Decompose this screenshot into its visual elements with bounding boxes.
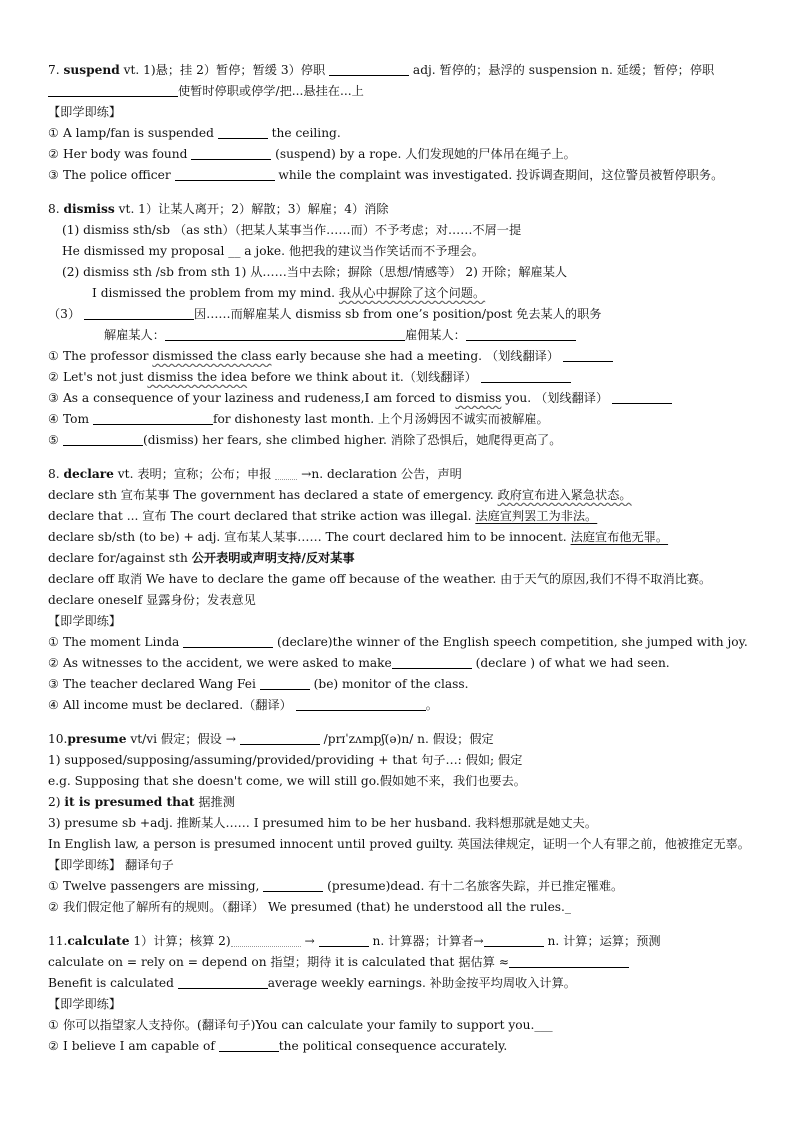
line-text: The teacher declared Wang Fei [63, 677, 260, 691]
line-text: 。 [425, 698, 438, 712]
practice-heading: 【即学即练】 [48, 614, 122, 628]
line-text: /prɪˈzʌmpʃ(ə)n/ n. 假设；假定 [319, 732, 494, 746]
text-line [48, 897, 768, 918]
line-text: the ceiling. [267, 126, 341, 140]
text-line [48, 388, 768, 409]
line-text: (dismiss) her fears, she climbed higher. 消除了恐惧后，她爬得更高了。 [143, 433, 562, 447]
answer-blank[interactable] [392, 656, 472, 669]
text-line [48, 199, 768, 220]
line-text: vt/vi 假定；假设 → [126, 732, 240, 746]
text-line [48, 750, 768, 771]
line-text: → [300, 934, 319, 948]
line-text: declare oneself 显露身份；发表意见 [48, 593, 256, 607]
text-line [48, 346, 768, 367]
text-line [48, 855, 768, 876]
text-line [48, 102, 768, 123]
line-text: As witnesses to the accident, we were asked to make [63, 656, 392, 670]
text-line [48, 430, 768, 451]
line-text: 8. [48, 202, 64, 216]
text-line [48, 771, 768, 792]
line-text: calculate on = rely on = depend on 指望；期待 it is calculated that 据估算 ≈ [48, 955, 509, 969]
line-text: 我们假定他了解所有的规则。（翻译） We presumed (that) he understood all the rules._ [63, 900, 572, 914]
line-text: early because she had a meeting. （划线翻译） [271, 349, 563, 363]
answer-blank[interactable] [466, 328, 576, 341]
line-text: 11. [48, 934, 68, 948]
line-text: declare off 取消 We have to declare the game off because of the weather. 由于天气的原因,我们不得不取消比赛。 [48, 572, 712, 586]
text-line [48, 729, 768, 750]
item-number: ② [48, 656, 59, 670]
item-number: ③ [48, 168, 59, 182]
item-number: ② [48, 1039, 59, 1053]
text-line [48, 611, 768, 632]
item-number: ① [48, 349, 59, 363]
emphasis-text: 法庭宣判罢工为非法。 [475, 509, 598, 523]
line-text: All income must be declared.（翻译） [63, 698, 296, 712]
text-line [48, 409, 768, 430]
answer-blank[interactable] [275, 467, 297, 480]
line-text: n. 计算；运算；预测 [543, 934, 661, 948]
answer-blank[interactable] [263, 879, 323, 892]
line-text: He dismissed my proposal __ a joke. 他把我的建议当作笑话而不予理会。 [62, 244, 484, 258]
answer-blank[interactable] [63, 433, 143, 446]
text-line [48, 506, 768, 527]
line-text: declare sb/sth (to be) + adj. 宣布某人某事…… The court declared him to be innocent. [48, 530, 571, 544]
section-gap [48, 716, 768, 729]
text-line [48, 1015, 768, 1036]
practice-heading: 【即学即练】 [48, 858, 122, 872]
line-text: 7. [48, 63, 64, 77]
line-text: 1）计算；核算 2) [129, 934, 231, 948]
emphasis-text: 法庭宣布他无罪。 [570, 530, 669, 544]
line-text: Twelve passengers are missing, [63, 879, 264, 893]
text-line [48, 304, 768, 325]
line-text: for dishonesty last month. 上个月汤姆因不诚实而被解雇。 [212, 412, 549, 426]
line-text: (declare ) of what we had seen. [471, 656, 670, 670]
line-text: 使暂时停职或停学/把...悬挂在...上 [178, 84, 364, 98]
answer-blank[interactable] [93, 412, 213, 425]
answer-blank[interactable] [329, 63, 409, 76]
answer-blank[interactable] [484, 934, 544, 947]
answer-blank[interactable] [219, 1039, 279, 1052]
practice-heading: 【即学即练】 [48, 997, 122, 1011]
line-text: the political consequence accurately. [278, 1039, 508, 1053]
line-text: (presume)dead. 有十二名旅客失踪，并已推定罹难。 [323, 879, 624, 893]
line-text: →n. declaration 公告，声明 [297, 467, 462, 481]
line-text: 8. [48, 467, 64, 481]
answer-blank[interactable] [240, 732, 320, 745]
line-text: vt. 表明；宣称；公布；申报 [113, 467, 276, 481]
line-text: I dismissed the problem from my mind. [92, 286, 339, 300]
line-text: declare sth 宣布某事 The government has declared a state of emergency. [48, 488, 498, 502]
answer-blank[interactable] [319, 934, 369, 947]
line-text: Tom [63, 412, 93, 426]
text-line [48, 590, 768, 611]
item-number: ② [48, 147, 59, 161]
line-text: 1) supposed/supposing/assuming/provided/providing + that 句子…: 假如; 假定 [48, 753, 523, 767]
text-line [48, 695, 768, 716]
line-text: （3） [48, 307, 85, 321]
text-line [48, 283, 768, 304]
keyword: suspend [63, 63, 120, 77]
item-number: ① [48, 126, 59, 140]
line-text: Benefit is calculated [48, 976, 178, 990]
line-text: 3) presume sb +adj. 推断某人…… I presumed him to be her husband. 我料想那就是她丈夫。 [48, 816, 598, 830]
line-text: average weekly earnings. 补助金按平均周收入计算。 [267, 976, 576, 990]
line-text: while the complaint was investigated. 投诉调查期间，这位警员被暂停职务。 [274, 168, 724, 182]
text-line [48, 485, 768, 506]
worksheet-page [48, 60, 768, 1057]
answer-blank[interactable] [231, 934, 301, 947]
text-line [48, 123, 768, 144]
line-text: The police officer [63, 168, 175, 182]
keyword: dismiss [63, 202, 115, 216]
answer-blank[interactable] [260, 677, 310, 690]
line-text: Her body was found [63, 147, 192, 161]
line-text: 你可以指望家人支持你。(翻译句子)You can calculate your family to support you.___ [63, 1018, 553, 1032]
text-line [48, 1036, 768, 1057]
item-number: ③ [48, 391, 59, 405]
line-text: 雇佣某人： [404, 328, 466, 342]
item-number: ③ [48, 677, 59, 691]
text-line [48, 674, 768, 695]
answer-blank[interactable] [84, 307, 194, 320]
text-line [48, 144, 768, 165]
emphasis-text: 我从心中摒除了这个问题。 [338, 286, 486, 300]
emphasis-text: dismiss [455, 391, 502, 405]
text-line [48, 994, 768, 1015]
text-line [48, 548, 768, 569]
answer-blank[interactable] [218, 126, 268, 139]
line-text: (2) dismiss sth /sb from sth 1) 从……当中去除；摒除（思想/情感等） 2) 开除；解雇某人 [62, 265, 568, 279]
item-number: ① [48, 879, 59, 893]
text-line [48, 241, 768, 262]
text-line [48, 876, 768, 897]
line-text: (be) monitor of the class. [309, 677, 469, 691]
line-text: 解雇某人： [104, 328, 165, 342]
answer-blank[interactable] [191, 147, 271, 160]
answer-blank[interactable] [48, 84, 178, 97]
line-text: (1) dismiss sth/sb （as sth）（把某人某事当作……而）不予考虑；对……不屑一提 [62, 223, 522, 237]
keyword: 公开表明或声明支持/反对某事 [191, 551, 355, 565]
line-text: vt. 1）让某人离开；2）解散；3）解雇；4）消除 [114, 202, 389, 216]
text-line [48, 569, 768, 590]
text-line [48, 792, 768, 813]
line-text: before we think about it.（划线翻译） [247, 370, 481, 384]
keyword: presume [67, 732, 127, 746]
keyword: declare [63, 467, 114, 481]
item-number: ④ [48, 412, 59, 426]
emphasis-text: 政府宣布进入紧急状态。 [497, 488, 632, 502]
text-line [48, 220, 768, 241]
practice-heading: 【即学即练】 [48, 105, 122, 119]
line-text: (declare)the winner of the English speech competition, she jumped with joy. [273, 635, 748, 649]
line-text: e.g. Supposing that she doesn't come, we will still go.假如她不来，我们也要去。 [48, 774, 526, 788]
line-text: A lamp/fan is suspended [63, 126, 218, 140]
item-number: ⑤ [48, 433, 59, 447]
text-line [48, 931, 768, 952]
answer-blank[interactable] [165, 328, 405, 341]
text-line [48, 464, 768, 485]
item-number: ② [48, 900, 59, 914]
section-gap [48, 451, 768, 464]
emphasis-text: dismiss the idea [147, 370, 248, 384]
text-line [48, 813, 768, 834]
line-text: 10. [48, 732, 68, 746]
line-text: Let's not just [63, 370, 148, 384]
emphasis-text: dismissed the class [152, 349, 272, 363]
line-text: I believe I am capable of [63, 1039, 219, 1053]
text-line [48, 834, 768, 855]
answer-blank[interactable] [509, 955, 629, 968]
line-text: adj. 暂停的；悬浮的 suspension n. 延缓；暂停；停职 [409, 63, 715, 77]
line-text: The moment Linda [63, 635, 184, 649]
line-text: vt. 1)悬；挂 2）暂停；暂缓 3）停职 [119, 63, 330, 77]
text-line [48, 527, 768, 548]
answer-blank[interactable] [175, 168, 275, 181]
section-gap [48, 186, 768, 199]
text-line [48, 632, 768, 653]
line-text: declare for/against sth [48, 551, 192, 565]
text-line [48, 367, 768, 388]
item-number: ① [48, 1018, 59, 1032]
item-number: ② [48, 370, 59, 384]
text-line [48, 325, 768, 346]
line-text: 翻译句子 [121, 858, 174, 872]
answer-blank[interactable] [612, 391, 672, 404]
text-line [48, 653, 768, 674]
line-text: n. 计算器；计算者→ [368, 934, 484, 948]
text-line [48, 973, 768, 994]
answer-blank[interactable] [183, 635, 273, 648]
line-text: you. （划线翻译） [501, 391, 613, 405]
line-text: 因……而解雇某人 dismiss sb from one’s position/post 免去某人的职务 [194, 307, 602, 321]
section-gap [48, 918, 768, 931]
text-line [48, 165, 768, 186]
line-text: 据推测 [194, 795, 235, 809]
answer-blank[interactable] [563, 349, 613, 362]
line-text: declare that ... 宣布 The court declared that strike action was illegal. [48, 509, 476, 523]
line-text: In English law, a person is presumed innocent until proved guilty. 英国法律规定，证明一个人有罪之前，他被推定无辜。 [48, 837, 750, 851]
text-line [48, 262, 768, 283]
line-text: 2) [48, 795, 65, 809]
text-line [48, 60, 768, 81]
answer-blank[interactable] [296, 698, 426, 711]
keyword: it is presumed that [64, 795, 195, 809]
answer-blank[interactable] [178, 976, 268, 989]
item-number: ① [48, 635, 59, 649]
line-text: The professor [63, 349, 153, 363]
item-number: ④ [48, 698, 59, 712]
text-line [48, 952, 768, 973]
line-text: (suspend) by a rope. 人们发现她的尸体吊在绳子上。 [271, 147, 576, 161]
text-line [48, 81, 768, 102]
line-text: As a consequence of your laziness and rudeness,I am forced to [63, 391, 456, 405]
answer-blank[interactable] [481, 370, 571, 383]
keyword: calculate [67, 934, 130, 948]
